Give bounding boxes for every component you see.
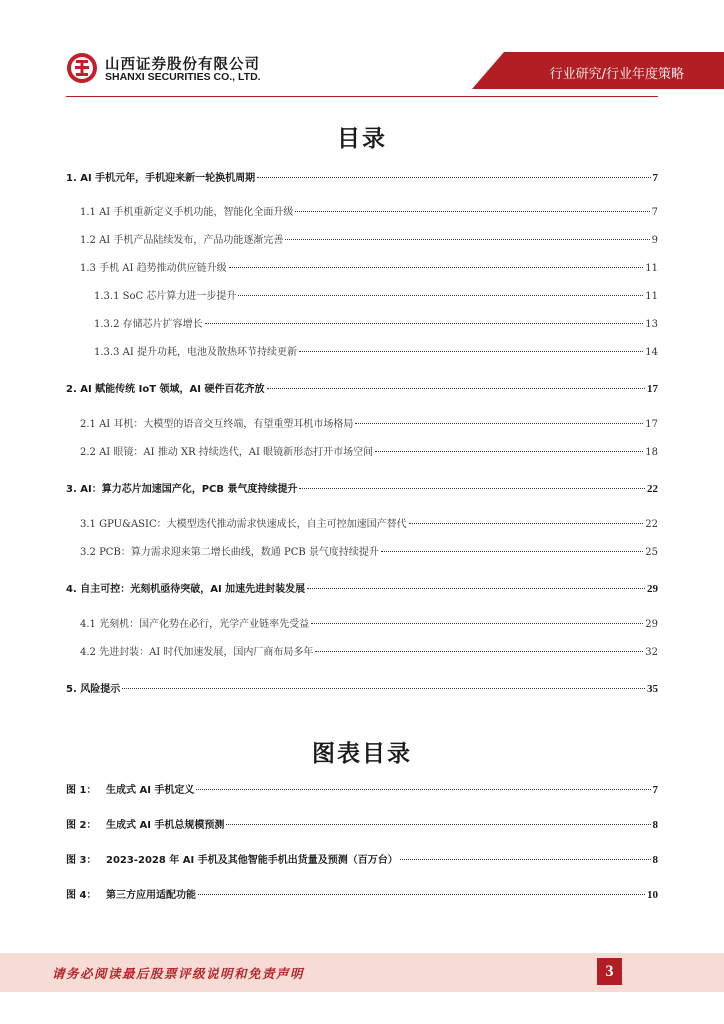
dot-leader	[315, 651, 643, 652]
toc-title: 目录	[337, 126, 387, 152]
toc-entry-page: 7	[651, 207, 658, 218]
toc-entry-label: 3.1 GPU&ASIC：大模型迭代推动需求快速成长，自主可控加速国产替代	[80, 519, 407, 530]
header-divider	[66, 96, 658, 97]
toc-entry[interactable]	[80, 262, 658, 276]
toc-entry-page: 32	[645, 647, 658, 658]
toc-entry[interactable]	[80, 446, 658, 460]
toc-entry[interactable]	[80, 418, 658, 432]
figure-label: 生成式 AI 手机总规模预测	[106, 820, 225, 831]
dot-leader	[226, 824, 650, 825]
figure-page: 10	[647, 889, 658, 901]
toc-entry[interactable]	[94, 346, 658, 360]
toc-entry[interactable]	[66, 682, 658, 697]
dot-leader	[295, 211, 649, 212]
figure-page: 8	[652, 819, 658, 831]
toc-entry-page: 22	[647, 483, 658, 495]
toc-entry-label: 4.1 光刻机：国产化势在必行，光学产业链率先受益	[80, 619, 310, 630]
figure-list-title: 图表目录	[312, 741, 412, 767]
dot-leader	[196, 789, 650, 790]
toc-entry[interactable]	[80, 206, 658, 220]
company-name-cn: 山西证券股份有限公司	[105, 57, 260, 73]
toc-entry-page: 17	[645, 419, 658, 430]
dot-leader	[257, 177, 650, 178]
toc-entry-label: 1.1 AI 手机重新定义手机功能，智能化全面升级	[80, 207, 294, 218]
toc-entry-label: 3.2 PCB：算力需求迎来第二增长曲线，数通 PCB 景气度持续提升	[80, 547, 379, 558]
toc-entry-label: 2. AI 赋能传统 IoT 领域，AI 硬件百花齐放	[66, 384, 265, 395]
figure-entry[interactable]	[66, 888, 658, 903]
dot-leader	[122, 688, 645, 689]
figure-page: 8	[652, 854, 658, 866]
company-logo-icon	[66, 52, 98, 84]
company-name-en: SHANXI SECURITIES CO., LTD.	[105, 71, 261, 83]
toc-entry-page: 25	[645, 547, 658, 558]
toc-entry-label: 4.2 先进封装：AI 时代加速发展，国内厂商布局多年	[80, 647, 314, 658]
toc-entry-label: 1. AI 手机元年，手机迎来新一轮换机周期	[66, 173, 256, 184]
figure-entry[interactable]	[66, 853, 658, 868]
figure-label: 第三方应用适配功能	[106, 890, 196, 901]
dot-leader	[311, 623, 643, 624]
toc-entry-label: 1.3.3 AI 提升功耗，电池及散热环节持续更新	[94, 347, 297, 358]
toc-entry-label: 1.3 手机 AI 趋势推动供应链升级	[80, 263, 227, 274]
toc-entry-page: 7	[652, 172, 658, 184]
dot-leader	[285, 239, 649, 240]
toc-entry[interactable]	[94, 290, 658, 304]
toc-entry-label: 2.1 AI 耳机：大模型的语音交互终端，有望重塑耳机市场格局	[80, 419, 354, 430]
toc-entry-label: 3. AI：算力芯片加速国产化，PCB 景气度持续提升	[66, 484, 298, 495]
dot-leader	[238, 295, 643, 296]
toc-entry-label: 4. 自主可控：光刻机亟待突破，AI 加速先进封装发展	[66, 584, 306, 595]
dot-leader	[409, 523, 644, 524]
dot-leader	[198, 894, 645, 895]
figure-label: 2023-2028 年 AI 手机及其他智能手机出货量及预测（百万台）	[106, 855, 398, 866]
report-category: 行业研究/行业年度策略	[549, 67, 684, 82]
toc-entry-page: 18	[645, 447, 658, 458]
dot-leader	[400, 859, 651, 860]
toc-entry[interactable]	[80, 518, 658, 532]
toc-entry-label: 2.2 AI 眼镜：AI 推动 XR 持续迭代，AI 眼镜新形态打开市场空间	[80, 447, 374, 458]
dot-leader	[267, 388, 646, 389]
toc-entry[interactable]	[80, 546, 658, 560]
figure-label: 生成式 AI 手机定义	[106, 785, 195, 796]
figure-number: 图 1：	[66, 785, 97, 796]
dot-leader	[381, 551, 643, 552]
toc-entry-page: 29	[647, 583, 658, 595]
toc-entry-page: 14	[645, 347, 658, 358]
toc-entry[interactable]	[66, 482, 658, 497]
disclaimer-notice: 请务必阅读最后股票评级说明和免责声明	[52, 966, 305, 981]
toc-entry-page: 13	[645, 319, 658, 330]
figure-number: 图 2：	[66, 820, 97, 831]
dot-leader	[375, 451, 643, 452]
page-number: 3	[597, 958, 622, 985]
dot-leader	[307, 588, 645, 589]
figure-number: 图 3：	[66, 855, 97, 866]
toc-entry[interactable]	[66, 382, 658, 397]
toc-entry-label: 1.3.1 SoC 芯片算力进一步提升	[94, 291, 237, 302]
toc-entry[interactable]	[80, 234, 658, 248]
toc-entry-label: 1.2 AI 手机产品陆续发布，产品功能逐渐完善	[80, 235, 284, 246]
toc-entry[interactable]	[80, 618, 658, 632]
page-header	[0, 0, 724, 100]
toc-entry[interactable]	[66, 171, 658, 186]
toc-entry-page: 11	[645, 263, 658, 274]
dot-leader	[205, 323, 644, 324]
toc-entry-page: 11	[645, 291, 658, 302]
toc-entry[interactable]	[66, 582, 658, 597]
toc-entry-page: 17	[647, 383, 658, 395]
toc-entry-page: 35	[647, 683, 658, 695]
dot-leader	[299, 351, 643, 352]
toc-entry[interactable]	[80, 646, 658, 660]
toc-entry-page: 22	[645, 519, 658, 530]
toc-entry-label: 5. 风险提示	[66, 684, 121, 695]
dot-leader	[355, 423, 643, 424]
figure-page: 7	[652, 784, 658, 796]
figure-number: 图 4：	[66, 890, 97, 901]
toc-entry[interactable]	[94, 318, 658, 332]
dot-leader	[299, 488, 645, 489]
toc-entry-page: 29	[645, 619, 658, 630]
dot-leader	[229, 267, 644, 268]
figure-entry[interactable]	[66, 818, 658, 833]
figure-entry[interactable]	[66, 783, 658, 798]
toc-entry-page: 9	[651, 235, 658, 246]
toc-entry-label: 1.3.2 存储芯片扩容增长	[94, 319, 203, 330]
